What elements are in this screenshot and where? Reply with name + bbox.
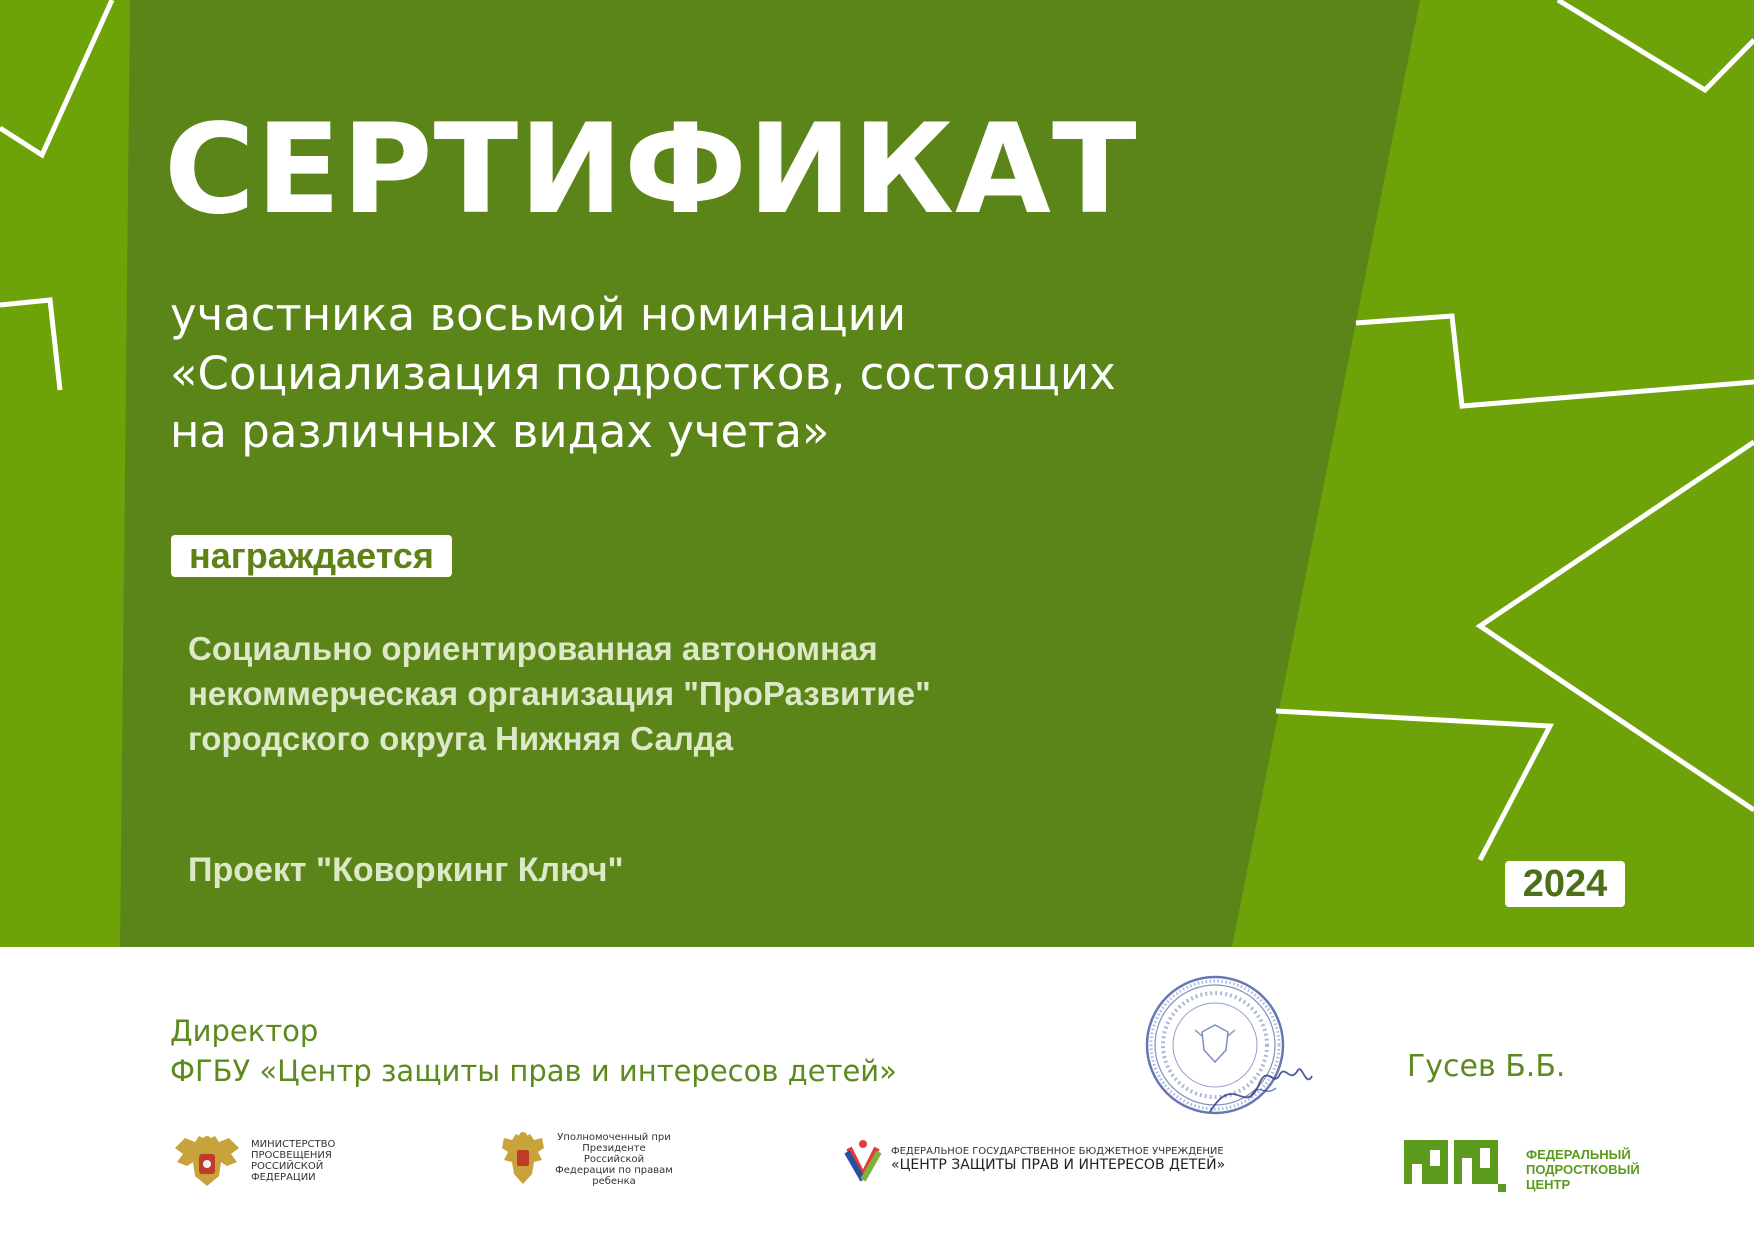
child-rights-center-logo	[843, 1138, 1225, 1182]
director-line: ФГБУ «Центр защиты прав и интересов детей»	[170, 1054, 897, 1088]
eagle-emblem-icon	[171, 1132, 243, 1190]
nomination-line: на различных видах учета»	[170, 405, 830, 458]
coat-of-arms-icon	[500, 1128, 546, 1190]
ombudsman-logo	[500, 1128, 674, 1190]
official-seal	[1140, 970, 1320, 1135]
director-line: Директор	[170, 1014, 319, 1048]
project-name: Проект "Коворкинг Ключ"	[188, 851, 624, 889]
ministry-logo-text: МИНИСТЕРСТВО ПРОСВЕЩЕНИЯ РОССИЙСКОЙ ФЕДЕРАЦИИ	[251, 1139, 336, 1183]
center-type-text: ФЕДЕРАЛЬНОЕ ГОСУДАРСТВЕННОЕ БЮДЖЕТНОЕ УЧРЕЖДЕНИЕ	[891, 1146, 1224, 1157]
ministry-logo	[171, 1132, 341, 1190]
fpc-icon	[1404, 1138, 1514, 1200]
recipient-line: некоммерческая организация "ПроРазвитие"	[188, 675, 931, 712]
child-rights-center-text	[891, 1146, 1225, 1174]
nomination-line: «Социализация подростков, состоящих	[170, 346, 1116, 400]
certificate-title: СЕРТИФИКАТ	[164, 98, 1138, 242]
ombudsman-logo-text: Уполномоченный при Президенте Российской Федерации по правам ребенка	[555, 1131, 673, 1187]
federal-teen-center-logo	[1404, 1138, 1646, 1200]
director-title	[170, 1011, 897, 1091]
signer-name: Гусев Б.Б.	[1407, 1049, 1566, 1084]
nomination-line: участника восьмой номинации	[170, 288, 907, 341]
nomination-text	[170, 286, 1116, 462]
recipient-organization	[188, 626, 931, 761]
year-badge: 2024	[1505, 861, 1625, 907]
recipient-line: Социально ориентированная автономная	[188, 630, 878, 667]
recipient-line: городского округа Нижняя Салда	[188, 720, 734, 757]
center-name-text: «ЦЕНТР ЗАЩИТЫ ПРАВ И ИНТЕРЕСОВ ДЕТЕЙ»	[891, 1157, 1226, 1173]
award-label-badge: награждается	[171, 535, 452, 577]
fpc-logo-text: ФЕДЕРАЛЬНЫЙ ПОДРОСТКОВЫЙ ЦЕНТР	[1526, 1146, 1640, 1192]
child-rights-center-icon	[843, 1138, 883, 1182]
